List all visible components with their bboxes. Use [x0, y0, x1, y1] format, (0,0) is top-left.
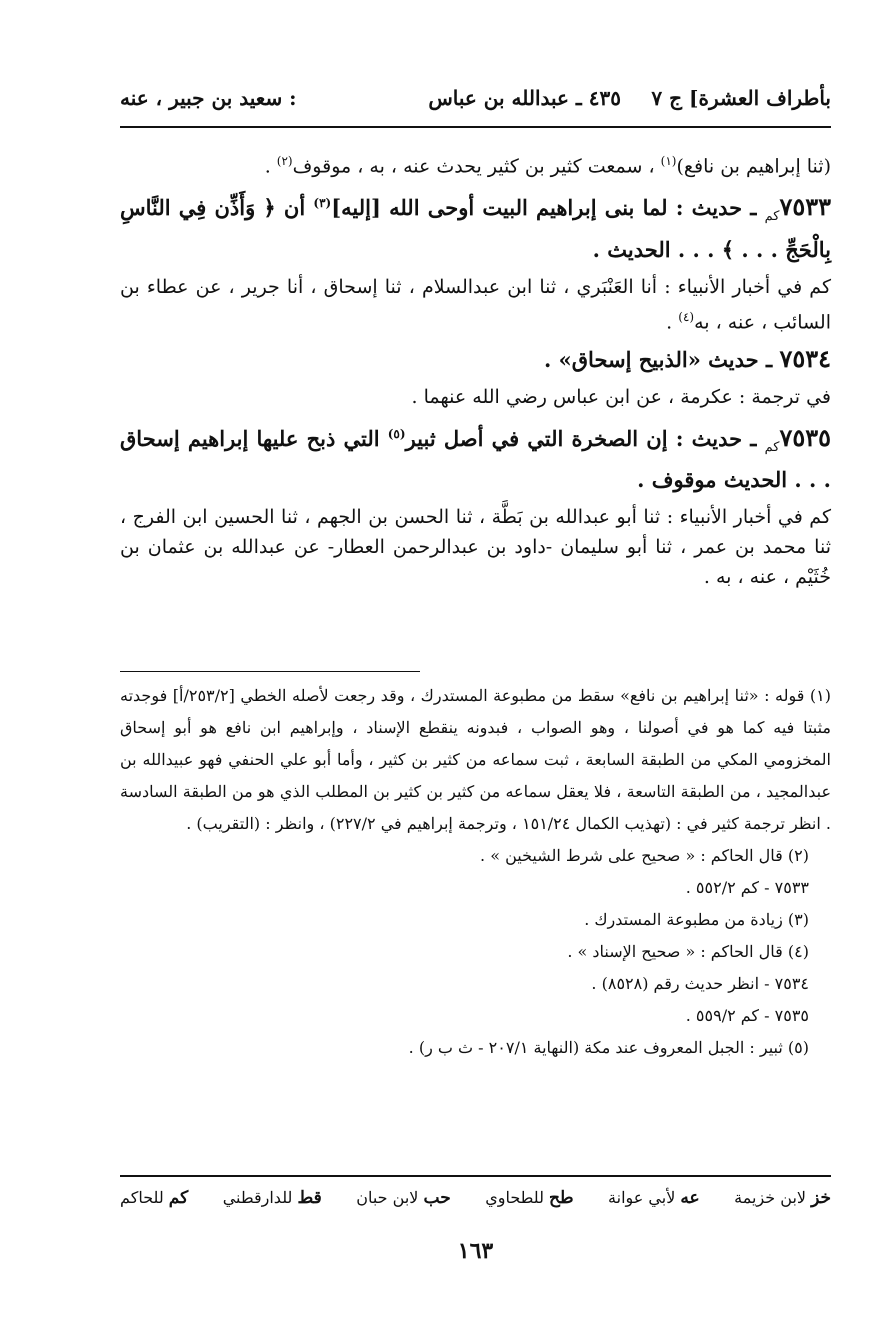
hadith-7533-title: $٧٥٣٣_{كم}$ ـ حديث : لما بنى إبراهيم البيت أوحى الله [إليه]$^{(٣)}$ أن ﴿ وَأَذِّن فِي النَّاسِ بِالْحَجِّ . . . ﴾ . . . الحديث . [120, 192, 832, 262]
footnote-rule [120, 671, 420, 672]
footnote-ref: (٤) [678, 309, 695, 324]
hadith-7535-title: $٧٥٣٥_{كم}$ ـ حديث : إن الصخرة التي في أصل ثبير$^{(٥)}$ التي ذبح عليها إبراهيم إسحاق . . . الحديث موقوف . [120, 422, 831, 493]
header-rule [120, 126, 831, 128]
note-7534: ٧٥٣٤ - انظر حديث رقم (٨٥٢٨) . [591, 974, 809, 993]
hadith-7534-title: ٧٥٣٤ ـ حديث «الذبيح إسحاق» . [544, 343, 831, 373]
header-chapter: ٤٣٥ ـ عبدالله بن عباس [428, 86, 621, 110]
footnote-5: (٥) ثبير : الجبل المعروف عند مكة (النهاية ٢٠٧/١ - ث ب ر) . [408, 1038, 809, 1057]
hadith-7535-source: كم في أخبار الأنبياء : ثنا أبو عبدالله بن بَطَّة ، ثنا الحسن بن الجهم ، ثنا الحسين ابن الفرج ، ثنا محمد بن عمر ، ثنا أبو سليمان -داود بن عبدالرحمن العطار- عن عبدالله بن عثمان بن خُثَيْم ، عنه ، به . [120, 506, 831, 589]
footnotes [120, 680, 831, 1064]
hadith-number: ٧٥٣٥ [779, 422, 831, 452]
footnote-ref: (١) [660, 154, 677, 168]
footnote-ref: (٣) [313, 196, 332, 211]
sigla-legend [120, 1188, 831, 1208]
running-header [120, 80, 831, 120]
hadith-number: ٧٥٣٣ [779, 192, 832, 222]
note-7535: ٧٥٣٥ - كم ٥٥٩/٢ . [685, 1006, 809, 1025]
footnote-ref: (٥) [387, 426, 406, 441]
siglum-item: قط للدارقطني [222, 1188, 322, 1208]
siglum-item: خز لابن خزيمة [734, 1188, 831, 1208]
sigla-rule [120, 1175, 831, 1177]
footnote-1: (١) قوله : «ثنا إبراهيم بن نافع» سقط من مطبوعة المستدرك ، وقد رجعت لأصله الخطي [٢٥٣/٢/أ] فوجدته مثبتا فيه كما هو في أصولنا ، وهو الصواب ، فبدونه ينقطع الإسناد ، وإبراهيم ابن نافع هو أبو إسحاق المخزومي المكي من الطبقة السابعة ، ثبت سماعه من كثير بن كثير ، وأما أبو علي الحنفي فهو عبيدالله بن عبدالمجيد ، من الطبقة التاسعة ، فلا يعقل سماعه من كثير بن كثير بن المطلب الذي هو من الطبقة السادسة . انظر ترجمة كثير في : (تهذيب الكمال ١٥١/٢٤ ، وترجمة إبراهيم في ٢٢٧/٢) ، وانظر : (التقريب) . [120, 686, 832, 833]
hadith-7534-source: في ترجمة : عكرمة ، عن ابن عباس رضي الله عنهما . [411, 385, 831, 408]
footnote-4: (٤) قال الحاكم : « صحيح الإسناد » . [567, 942, 809, 961]
quran-quote: ﴿ وَأَذِّن فِي النَّاسِ بِالْحَجِّ . . . ﴾ [120, 195, 831, 262]
source-siglum: كم [764, 440, 780, 456]
hadith-7533-source: كم في أخبار الأنبياء : أنا العَنْبَري ، ثنا ابن عبدالسلام ، ثنا إسحاق ، أنا جرير ، عن عطاء بن السائب ، عنه ، به$^{(٤)}$ . [120, 275, 831, 333]
hadith-number: ٧٥٣٤ [779, 343, 831, 373]
siglum-item: حب لابن حبان [356, 1188, 451, 1208]
source-siglum: كم [764, 209, 780, 225]
header-chain: : سعيد بن جبير ، عنه [120, 86, 297, 110]
siglum-item: عه لأبي عوانة [608, 1188, 700, 1208]
page-number: ١٦٣ [457, 1238, 494, 1264]
siglum-item: طح للطحاوي [485, 1188, 574, 1208]
note-7533: ٧٥٣٣ - كم ٥٥٢/٢ . [685, 878, 809, 897]
footnote-3: (٣) زيادة من مطبوعة المستدرك . [584, 910, 809, 929]
continuation-line: (ثنا إبراهيم بن نافع)$^{(١)}$ ، سمعت كثير بن كثير يحدث عنه ، به ، موقوف$^{(٢)}$ . [264, 154, 831, 178]
header-book-title: بأطراف العشرة] ج ٧ [651, 86, 831, 110]
footnote-ref: (٢) [276, 154, 293, 168]
siglum-item: كم للحاكم [120, 1188, 189, 1208]
main-text [120, 146, 831, 598]
page [120, 0, 831, 1332]
footnote-2: (٢) قال الحاكم : « صحيح على شرط الشيخين » . [480, 846, 809, 865]
